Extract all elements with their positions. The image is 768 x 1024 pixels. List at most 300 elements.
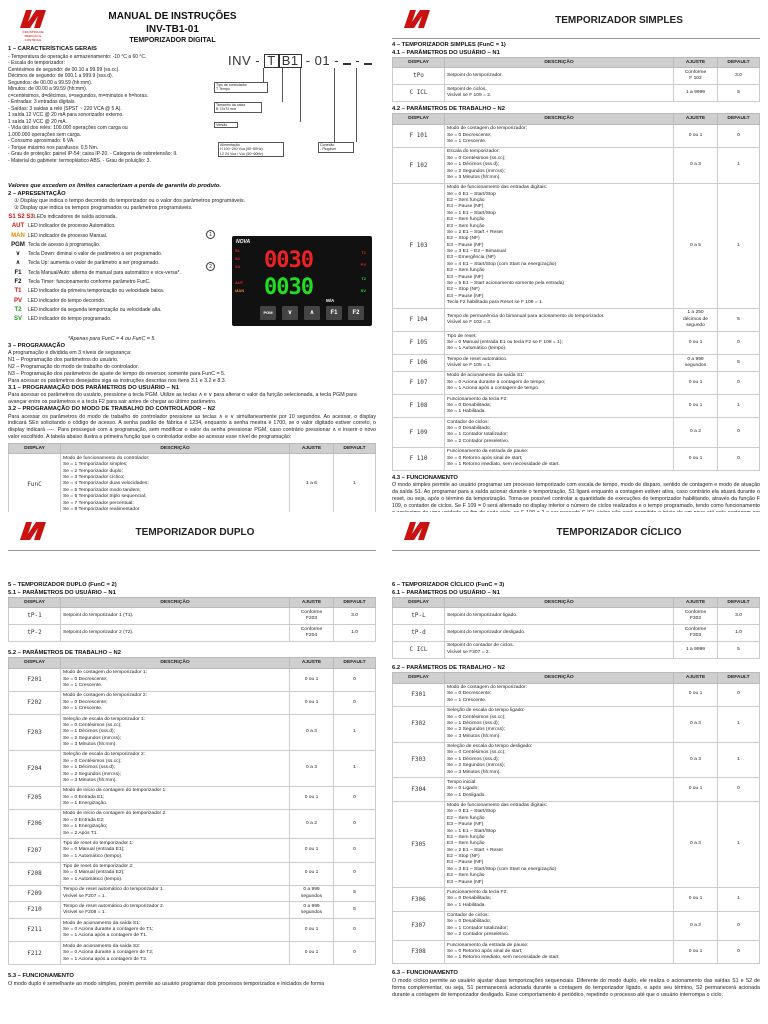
param-display-code: FunC	[9, 454, 61, 515]
param-default: 1	[718, 147, 760, 183]
table-row	[393, 888, 760, 911]
param-default: 0	[334, 668, 376, 691]
page-temporizador-duplo	[0, 512, 384, 1024]
param-display-code: F211	[9, 919, 61, 942]
param-range: 0 ou 1	[674, 371, 718, 394]
table-row	[393, 941, 760, 964]
table-row	[393, 308, 760, 331]
column-header: DISPLAY	[9, 598, 61, 608]
column-header: AJUSTE	[674, 58, 718, 68]
legend-text: LED indicador da segunda temporização ou velocidade alta.	[28, 306, 162, 313]
param-default: 5	[718, 355, 760, 372]
warranty-warning: Valores que excedem os limites caracterizam a perda de garantia do produto.	[8, 183, 222, 189]
column-header: AJUSTE	[674, 598, 718, 608]
param-display-code: F 102	[393, 147, 445, 183]
section-31-text: Para acessar os parâmetros do usuário, pressione a tecla PGM. Utilize as teclas ∧ e ∨ para alterar o valor da função selecionada, a tecla PGM para avançar entre os parâmetros e a tecla F2 para sair antes de chegar ao último parâmetro.	[8, 392, 357, 406]
column-header: DESCRIÇÃO	[445, 58, 674, 68]
section-51-title: 5.1 – PARÂMETROS DO USUÁRIO – N1	[8, 589, 116, 596]
device-front-panel: NOVA 0030 0030 S1 S2 S3 AUT MAN T1 PV T2 SV M/A PGM ∨ ∧ F1 F2	[232, 236, 372, 326]
user-params-table	[8, 597, 376, 642]
table-row	[393, 332, 760, 355]
param-display-code: F208	[9, 862, 61, 885]
param-description: Tempo de permanência do bimanual para acionamento do temporizador. Visível se F 103 = 3.	[445, 308, 674, 331]
param-description: Contador de ciclos: Se = 0 Desabilitado; Se = 1 Contador totalizador; Se = 2 Contador preseletivo.	[445, 911, 674, 941]
param-display-code: F 104	[393, 308, 445, 331]
table-row	[393, 183, 760, 308]
param-default: 1	[334, 715, 376, 751]
section-32-text: Para acessar os parâmetros do modo de trabalho do controlador pressione as teclas ∧ e ∨ simultaneamente por 10 segundos. Ao acessar, o display indicará SEn solicitando o código de acesso. A senha padrão de fábrica é 1234, enquanto a senha mestra é 1700, se o valor digitado estiver correto, o display indicará ----. Para prosseguir com a programação, sem modificar o valor da senha pressionar PGM, caso contrário pressionar ∧ e inserir o novo valor escolhido. A tabela abaixo ilustra a primeira função que o controlador exibe ao acessar esse nível de programação:	[8, 413, 376, 441]
param-description: Setpoint do contador de ciclos. Visível se F307 = 2.	[445, 641, 674, 658]
param-display-code: F305	[393, 801, 445, 888]
table-row	[393, 447, 760, 470]
legend-item	[8, 232, 233, 241]
column-header: AJUSTE	[674, 114, 718, 124]
down-button[interactable]: ∨	[282, 306, 298, 320]
display-pv: 0030	[264, 248, 313, 273]
pgm-button[interactable]: PGM	[260, 306, 276, 320]
column-header: DEFAULT	[334, 598, 376, 608]
param-range: 0 a 3	[674, 801, 718, 888]
param-description: Setpoint do temporizador desligado.	[445, 625, 674, 642]
param-default: 0	[334, 839, 376, 862]
table-row	[393, 147, 760, 183]
column-header: AJUSTE	[290, 598, 334, 608]
legend-key: ∧	[15, 260, 21, 267]
section-62-title: 6.2 – PARÂMETROS DE TRABALHO – N2	[392, 664, 505, 671]
param-display-code: C ICL	[393, 641, 445, 658]
param-range: 0 ou 1	[290, 839, 334, 862]
brand-logo	[18, 8, 48, 30]
user-params-table	[392, 597, 760, 659]
param-default: 0	[718, 124, 760, 147]
section-63-title: 6.3 – FUNCIONAMENTO	[392, 970, 458, 977]
user-params-table	[392, 57, 760, 102]
legend-item	[8, 222, 233, 231]
document-title: MANUAL DE INSTRUÇÕES INV-TB1-01 TEMPORIZADOR DIGITAL	[108, 11, 237, 44]
param-description: Setpoint do temporizador.	[445, 68, 674, 85]
legend-text: Tecla Up: aumenta o valor de parâmetro a ser programado.	[28, 260, 160, 267]
table-row	[393, 371, 760, 394]
param-range: 0 a 999 segundos	[290, 885, 334, 902]
table-row	[393, 68, 760, 85]
table-row	[393, 911, 760, 941]
param-description: Modo de acionamento da saída S1: Se = 0 Aciona durante a contagem de tempo; Se = 1 Aciona após a contagem de tempo.	[445, 371, 674, 394]
param-display-code: F308	[393, 941, 445, 964]
table-header-row	[393, 114, 760, 124]
table-row	[393, 683, 760, 706]
param-default: 0	[334, 809, 376, 839]
table-row	[393, 742, 760, 778]
param-display-code: F210	[9, 902, 61, 919]
param-description: Tempo inicial: Se = 0 Ligado; Se = 1 Desligado.	[445, 778, 674, 801]
column-header: DEFAULT	[334, 658, 376, 668]
legend-key: ∨	[15, 251, 21, 258]
section-2-title: 2 – APRESENTAÇÃO	[8, 190, 66, 197]
param-display-code: tPo	[393, 68, 445, 85]
param-display-code: F 105	[393, 332, 445, 355]
column-header: DESCRIÇÃO	[61, 658, 290, 668]
param-display-code: tP-2	[9, 625, 61, 642]
param-range: 0 ou 1	[674, 332, 718, 355]
param-description: Escala do temporizador: Se = 0 Centésimos (ss.cc); Se = 1 Décimos (sss.d); Se = 2 Segundos (mm:ss); Se = 3 Minutos (hh:mm).	[445, 147, 674, 183]
page-title: TEMPORIZADOR DUPLO	[135, 527, 255, 538]
indicator-legend	[8, 213, 233, 325]
section-41-title: 4.1 – PARÂMETROS DO USUÁRIO – N1	[392, 49, 500, 56]
param-default: 1	[718, 395, 760, 418]
param-range: Conforme F303	[674, 625, 718, 642]
param-description: Tipo de reset do temporizador 2: Se = 0 Manual (entrada E2); Se = 1 Automático (tempo).	[61, 862, 290, 885]
param-description: Modo de início da contagem do temporizador 1: Se = 0 Entrada E1; Se = 1 Energização.	[61, 786, 290, 809]
label-tamanho: Tamanho da caixa B 72x72 mm	[214, 102, 262, 113]
table-row	[9, 668, 376, 691]
column-header: DISPLAY	[393, 58, 445, 68]
legend-key: T2	[14, 306, 22, 313]
brand-logo	[18, 520, 48, 542]
column-header: DISPLAY	[393, 598, 445, 608]
legend-key: F1	[14, 269, 22, 276]
param-range: 0 a 2	[674, 911, 718, 941]
param-description: Modo de funcionamento do controlador: Se = 1 Temporizador simples; Se = 2 Temporizador duplo; Se = 3 Temporizador cíclico; Se = 4 Temporizador duas velocidades; Se = 5 Temporizador modo tandem; Se = 6 Temporizador triplo sequencial; Se = 7 Temporizador percentual; Se = 8 Temporizador realimentador	[61, 454, 290, 515]
table-row	[393, 608, 760, 625]
param-display-code: C ICL	[393, 85, 445, 102]
param-default: 1	[334, 750, 376, 786]
param-range: 1 a 9999	[674, 85, 718, 102]
table-row	[393, 801, 760, 888]
param-description: Modo de contagem do temporizador 1: Se = 0 Decrescente; Se = 1 Crescente.	[61, 668, 290, 691]
column-header: DISPLAY	[9, 444, 61, 454]
param-range: Conforme F203	[290, 608, 334, 625]
param-display-code: F205	[9, 786, 61, 809]
param-description: Modo de início da contagem do temporizador 2: Se = 0 Entrada E2; Se = 1 Energização; Se = 2 Após T1.	[61, 809, 290, 839]
param-description: Contador de ciclos: Se = 0 Desabilitado; Se = 1 Contador totalizador; Se = 2 Contador preseletivo.	[445, 418, 674, 448]
param-display-code: F 106	[393, 355, 445, 372]
param-range: Conforme F204	[290, 625, 334, 642]
param-display-code: tP-L	[393, 608, 445, 625]
table-row	[393, 706, 760, 742]
param-default: 1.0	[334, 625, 376, 642]
param-display-code: F202	[9, 691, 61, 714]
section-43-text: O modo simples permite ao usuário programar um processo temporizado com escala de tempo, modo de disparo, sentido de contagem e modo de atuação da saída S1. Ao programar para a saída acionar durante o temporização, S1 ligará enquanto a contagem estiver ativa, caso contrário ela atuará durante o reset, ou seja, após o término da temporização. Torna-se possível controlar a quantidade de execuções do temporizador habilitando, através da função F 109, o contador de ciclos. Se F 109 = 0 será alternado no display inferior o número de ciclos realizados e o tempo programado, tendo como funcionamento	[392, 482, 760, 509]
column-header: DISPLAY	[393, 114, 445, 124]
param-default: 5	[718, 641, 760, 658]
legend-note: *Apenas para FunC = 4 ou FunC = 5.	[68, 336, 156, 342]
column-header: DEFAULT	[718, 58, 760, 68]
table-header-row	[9, 658, 376, 668]
param-range: 0 a 3	[674, 742, 718, 778]
param-range: 0 ou 1	[674, 395, 718, 418]
table-row	[9, 786, 376, 809]
table-row	[9, 608, 376, 625]
label-conexao: Conexão - Plugável	[318, 142, 354, 153]
column-header: DESCRIÇÃO	[445, 114, 674, 124]
legend-item	[8, 306, 233, 315]
work-params-table	[392, 113, 760, 470]
param-range: 0 ou 1	[674, 778, 718, 801]
table-row	[393, 625, 760, 642]
param-default: 0	[718, 332, 760, 355]
param-range: 0 a 999 segundos	[290, 902, 334, 919]
func-table	[8, 443, 376, 516]
param-default: 0	[334, 942, 376, 965]
param-display-code: F306	[393, 888, 445, 911]
legend-text: LED indicador do tempo programado.	[28, 316, 112, 323]
f2-button[interactable]: F2	[348, 306, 364, 320]
work-params-table	[8, 657, 376, 965]
column-header: DEFAULT	[718, 598, 760, 608]
display-desc-1: ① Display que indica o tempo decorrido do temporizador ou o valor dos parâmetros programáveis.	[14, 198, 246, 205]
param-default: 5	[718, 85, 760, 102]
param-range: 0 ou 1	[674, 447, 718, 470]
param-description: Seleção de escala do tempo desligado: Se = 0 Centésimos (ss.cc); Se = 1 Décimos (sss.d); Se = 2 Segundos (mm:ss); Se = 3 Minutos (hh:mm).	[445, 742, 674, 778]
param-description: Modo de funcionamento das entradas digitais: Se = 0 E1 – Start/Stop E2 – Sem função E3 – Pause (NF) Se = 1 E1 – Start/Stop E2 – Sem função E3 – Sem função Se = 2 E1 – Start + Reset E2 – Stop (NF) E3 – Pause (NF) Se = 3 E1 – E2 – Bimanual E3 – Emergência (NF) Se = 4 E1 – Start/Stop (com Start na energização) E2 – Sem função E3 – Pause (NF) Se = 5 E1 – Start acionamento somente pela entrada) E2 – Stop (NF) E3 – Pause (NF) Tecla F2 habilitada para Reset se F 108 = 1.	[445, 183, 674, 308]
param-display-code: F203	[9, 715, 61, 751]
section-1-title: 1 – CARACTERÍSTICAS GERAIS	[8, 46, 97, 52]
param-display-code: F209	[9, 885, 61, 902]
legend-key: PGM	[11, 241, 25, 248]
column-header: DESCRIÇÃO	[445, 598, 674, 608]
legend-item	[8, 259, 233, 268]
table-header-row	[393, 598, 760, 608]
legend-text: Tecla Manual/Auto: alterna de manual para automático e vice-versa*.	[28, 269, 181, 276]
param-description: Modo de funcionamento das entradas digitais: Se = 0 E1 – Start/Stop E2 – Sem função E3 – Pause (NF) Se = 1 E1 – Start/Stop E2 – Sem função E3 – Sem função Se = 2 E1 – Start + Reset E2 – Stop (NF) E3 – Pause (NF) Se = 3 E1 – Start/Stop (com Start na energização) E2 – Sem função E3 – Pause (NF)	[445, 801, 674, 888]
page-manual-intro	[0, 0, 384, 512]
section-1-text: - Temperatura de operação e armazenamento: -10 °C a 60 °C. - Escala do temporizador: Centésimos de segundo: de 00.10 a 99.99 (ss.cc). Décimos de segundo: de 000.1 a 999.9 (sss.d). Segundos: de 00.00 a 99.59 (hh:mm). Minutos: de 00.00 a 99.59 (hh:mm). c=centésimos, d=décimos, s=segundos, m=minutos e h=horas. - Entradas: 3 entradas digitais. - Saídas: 3 saídas a relé (SPST ~ 220 VCA @ 5 A). 1 saída 12 VCC @ 20 mA para sonorizador externo. 1 saída 12 VCC @ 20 mA. - Vida útil dos relés: 100.000 operações com carga ou 1.000.000 operações sem carga. - Consumo aproximado: 6 VA. - Torque máximo nos parafusos: 0,5 Nm. - Grau de proteção: painel IP-54; caixa IP-20. - Categoria de sobretensão: II. - Material do gabinete: termoplástico ABS. - Grau de poluição: 3.	[8, 53, 178, 164]
param-display-code: F 110	[393, 447, 445, 470]
param-default: 3.0	[334, 608, 376, 625]
table-row	[393, 395, 760, 418]
legend-text: LED indicador da primeira temporização ou velocidade baixa.	[28, 288, 165, 295]
legend-item	[8, 269, 233, 278]
param-range: Conforme F302	[674, 608, 718, 625]
column-header: DISPLAY	[393, 673, 445, 683]
legend-key: F2	[14, 279, 22, 286]
param-display-code: tP-d	[393, 625, 445, 642]
param-range: 0 ou 1	[674, 683, 718, 706]
column-header: DEFAULT	[718, 673, 760, 683]
param-default: 3.0	[718, 608, 760, 625]
param-description: Tipo de reset do temporizador 1: Se = 0 Manual (entrada E1); Se = 1 Automático (tempo).	[61, 839, 290, 862]
table-row	[9, 454, 376, 515]
param-default: 1	[718, 888, 760, 911]
param-range: 0 ou 1	[290, 786, 334, 809]
param-description: Setpoint do temporizador 2 (T2).	[61, 625, 290, 642]
param-display-code: F201	[9, 668, 61, 691]
param-range: 0 ou 1	[290, 691, 334, 714]
table-header-row	[9, 598, 376, 608]
column-header: DEFAULT	[334, 444, 376, 454]
work-params-table	[392, 672, 760, 964]
legend-text: LED indicador de processo Manual.	[28, 232, 108, 239]
param-range: 0 ou 1	[674, 888, 718, 911]
param-description: Funcionamento da tecla F2: Se = 0 Desabilitada; Se = 1 Habilitada.	[445, 888, 674, 911]
param-display-code: F302	[393, 706, 445, 742]
section-6-title: 6 – TEMPORIZADOR CÍCLICO (FunC = 3)	[392, 582, 505, 588]
table-row	[393, 641, 760, 658]
param-description: Modo de contagem do temporizador 2: Se = 0 Decrescente; Se = 1 Crescente.	[61, 691, 290, 714]
legend-key: PV	[13, 297, 22, 304]
param-default: 0	[334, 691, 376, 714]
table-row	[9, 885, 376, 902]
param-display-code: F 109	[393, 418, 445, 448]
section-52-title: 5.2 – PARÂMETROS DE TRABALHO – N2	[8, 649, 121, 656]
param-default: 0	[718, 778, 760, 801]
column-header: AJUSTE	[290, 444, 334, 454]
table-row	[9, 809, 376, 839]
param-default: 1	[718, 183, 760, 308]
page-title: TEMPORIZADOR SIMPLES	[555, 15, 683, 26]
param-display-code: F301	[393, 683, 445, 706]
table-row	[393, 418, 760, 448]
legend-item	[8, 278, 233, 287]
table-row	[393, 355, 760, 372]
legend-key: AUT	[11, 223, 25, 230]
legend-text: Tecla Down: diminui o valor de parâmetro a ser programado.	[28, 251, 163, 258]
param-display-code: F212	[9, 942, 61, 965]
brand-subtitle: INDUSTRIA DE MEDIÇÃO E CONTROLE	[22, 30, 44, 42]
param-default: 1	[334, 454, 376, 515]
f1-button[interactable]: F1	[326, 306, 342, 320]
section-3-title: 3 – PROGRAMAÇÃO	[8, 342, 66, 349]
param-display-code: F 101	[393, 124, 445, 147]
param-default: 0	[718, 371, 760, 394]
brand-logo	[402, 520, 432, 542]
column-header: DESCRIÇÃO	[61, 598, 290, 608]
section-4-title: 4 – TEMPORIZADOR SIMPLES (FunC = 1)	[392, 42, 506, 48]
param-range: 0 a 5	[674, 183, 718, 308]
table-row	[9, 902, 376, 919]
legend-item	[8, 241, 233, 250]
section-53-text: O modo duplo é semelhante ao modo simples, porém permite ao usuário programar dois processos temporizados e iniciados de forma	[8, 981, 325, 987]
param-default: 5	[718, 308, 760, 331]
legend-text: LEDs indicadores de saída acionada.	[34, 214, 117, 220]
section-63-text: O modo cíclico permite ao usuário ajustar duas temporizações sequenciais. Diferente do modo duplo, ele realiza o acionamento das saídas S1 e S2 de forma complementar, ou seja, S1 permanecerá acionada durante a contagem do temporizador ligado, e após seu término, S2 permanecerá acionada durante a contagem do temporizador desligado. Esse comportamento é periódico, repetindo o processo até que o usuário interrompa o ciclo.	[392, 977, 760, 998]
param-description: Tempo de reset automático do temporizador 1. Visível se F207 = 1.	[61, 885, 290, 902]
param-range: Conforme F 102	[674, 68, 718, 85]
brand-logo	[402, 8, 432, 30]
param-default: 3.0	[718, 68, 760, 85]
legend-item	[8, 250, 233, 259]
table-row	[9, 942, 376, 965]
column-header: DESCRIÇÃO	[61, 444, 290, 454]
param-description: Setpoint de ciclos. Visível se F 109 = 2.	[445, 85, 674, 102]
param-default: 1.0	[718, 625, 760, 642]
legend-text: LED indicador de processo Automático.	[28, 223, 116, 230]
param-range: 0 a 3	[290, 750, 334, 786]
param-default: 0	[718, 447, 760, 470]
section-43-title: 4.3 – FUNCIONAMENTO	[392, 474, 458, 481]
legend-key: MAN	[11, 232, 25, 239]
param-description: Modo de acionamento da saída S2: Se = 0 Aciona durante a contagem de T2; Se = 1 Aciona após a contagem de T2.	[61, 942, 290, 965]
callout-2: 2	[206, 262, 215, 271]
param-range: 0 a 2	[290, 809, 334, 839]
param-default: 0	[718, 911, 760, 941]
param-range: 0 ou 1	[674, 941, 718, 964]
param-range: 0 ou 1	[290, 862, 334, 885]
param-default: 1	[718, 742, 760, 778]
table-row	[9, 919, 376, 942]
param-description: Tempo de reset automático. Visível se F 105 = 1.	[445, 355, 674, 372]
param-description: Setpoint do temporizador ligado.	[445, 608, 674, 625]
table-row	[9, 715, 376, 751]
table-row	[9, 691, 376, 714]
param-default: 0	[334, 786, 376, 809]
label-alimentacao: Alimentação H 100~240 Vca (50~60Hz) L2 24 Vca / Vcc (50~60Hz)	[218, 142, 284, 157]
param-range: 0 ou 1	[290, 942, 334, 965]
section-3-text: A programação é dividida em 3 níveis de segurança: N1 – Programação dos parâmetros do usuário. N2 – Programação do modo de trabalho do controlador. N3 – Programação dos parâmetros de ajuste de tempo do reversor, somente para FunC = 5. Para acessar os parâmetros desejados siga as instruções descritas nos itens 3.1 e 3.2 e 8.3.	[8, 350, 227, 384]
section-42-title: 4.2 – PARÂMETROS DE TRABALHO – N2	[392, 105, 505, 112]
section-31-title: 3.1 – PROGRAMAÇÃO DOS PARÂMETROS DO USUÁRIO – N1	[8, 384, 179, 391]
param-display-code: F 108	[393, 395, 445, 418]
param-display-code: F206	[9, 809, 61, 839]
page-temporizador-ciclico	[384, 512, 768, 1024]
model-code: INV - T B1 - 01 - -	[228, 53, 372, 70]
legend-key: SV	[13, 316, 22, 323]
legend-text: Tecla Timer: funcionamento conforme parâmetro FunC.	[28, 279, 151, 286]
column-header: DESCRIÇÃO	[445, 673, 674, 683]
section-32-title: 3.2 – PROGRAMAÇÃO DO MODO DE TRABALHO DO CONTROLADOR – N2	[8, 406, 216, 413]
section-53-title: 5.3 – FUNCIONAMENTO	[8, 973, 74, 980]
table-row	[393, 778, 760, 801]
up-button[interactable]: ∧	[304, 306, 320, 320]
param-range: 0 ou 1	[674, 124, 718, 147]
param-range: 1 a 9999	[674, 641, 718, 658]
param-default: 0	[334, 919, 376, 942]
param-range: 0 ou 1	[290, 919, 334, 942]
param-description: Funcionamento da tecla F2: Se = 0 Desabilitada; Se = 1 Habilitada.	[445, 395, 674, 418]
param-range: 0 a 3	[674, 706, 718, 742]
param-range: 0 ou 1	[290, 668, 334, 691]
param-default: 5	[334, 885, 376, 902]
column-header: AJUSTE	[674, 673, 718, 683]
param-description: Seleção de escala do temporizador 2: Se = 0 Centésimos (ss.cc); Se = 1 Décimos (sss.d); Se = 2 Segundos (mm:ss); Se = 3 Minutos (hh:mm).	[61, 750, 290, 786]
table-header-row	[393, 673, 760, 683]
param-display-code: F304	[393, 778, 445, 801]
column-header: AJUSTE	[290, 658, 334, 668]
table-row	[393, 124, 760, 147]
param-display-code: F307	[393, 911, 445, 941]
param-description: Setpoint do temporizador 1 (T1).	[61, 608, 290, 625]
legend-key: T1	[14, 288, 22, 295]
section-5-title: 5 – TEMPORIZADOR DUPLO (FunC = 2)	[8, 582, 117, 588]
table-row	[9, 750, 376, 786]
param-description: Funcionamento da entrada de pause: Se = 0 Retorno após sinal de start; Se = 1 Retorno imediato, sem necessidade de start.	[445, 941, 674, 964]
param-description: Modo de contagem do temporizador: Se = 0 Decrescente; Se = 1 Crescente.	[445, 124, 674, 147]
legend-text: Tecla de acesso à programação.	[28, 241, 101, 248]
legend-item	[8, 287, 233, 296]
param-default: 0	[718, 941, 760, 964]
table-header-row	[9, 444, 376, 454]
label-tipo: Tipo de controlador T Tempo	[214, 82, 268, 93]
param-description: Tipo de reset: Se = 0 Manual (entrada E1 ou tecla F2 se F 108 = 1); Se = 1 Automático (tempo).	[445, 332, 674, 355]
param-display-code: F 107	[393, 371, 445, 394]
table-row	[9, 862, 376, 885]
param-range: 0 a 999 segundos	[674, 355, 718, 372]
param-default: 0	[718, 418, 760, 448]
param-display-code: F207	[9, 839, 61, 862]
param-range: 0 a 3	[674, 147, 718, 183]
callout-1: 1	[206, 230, 215, 239]
legend-text: LED indicador do tempo decorrido.	[28, 297, 106, 304]
param-description: Funcionamento da entrada de pause: Se = 0 Retorno após sinal de start; Se = 1 Retorno imediato, sem necessidade de start.	[445, 447, 674, 470]
param-description: Modo de contagem do temporizador: Se = 0 Decrescente; Se = 1 Crescente.	[445, 683, 674, 706]
display-desc-2: ② Display que indica os tempos programados ou parâmetros programáveis.	[14, 204, 193, 211]
param-range: 0 a 2	[674, 418, 718, 448]
param-description: Tempo de reset automático do temporizador 2. Visível se F208 = 1.	[61, 902, 290, 919]
label-versao: Versão	[214, 122, 238, 128]
param-default: 5	[334, 902, 376, 919]
param-description: Seleção de escala do tempo ligado: Se = 0 Centésimos (ss.cc); Se = 1 Décimos (sss.d); Se = 2 Segundos (mm:ss); Se = 3 Minutos (hh:mm).	[445, 706, 674, 742]
page-title: TEMPORIZADOR CÍCLICO	[556, 527, 682, 538]
